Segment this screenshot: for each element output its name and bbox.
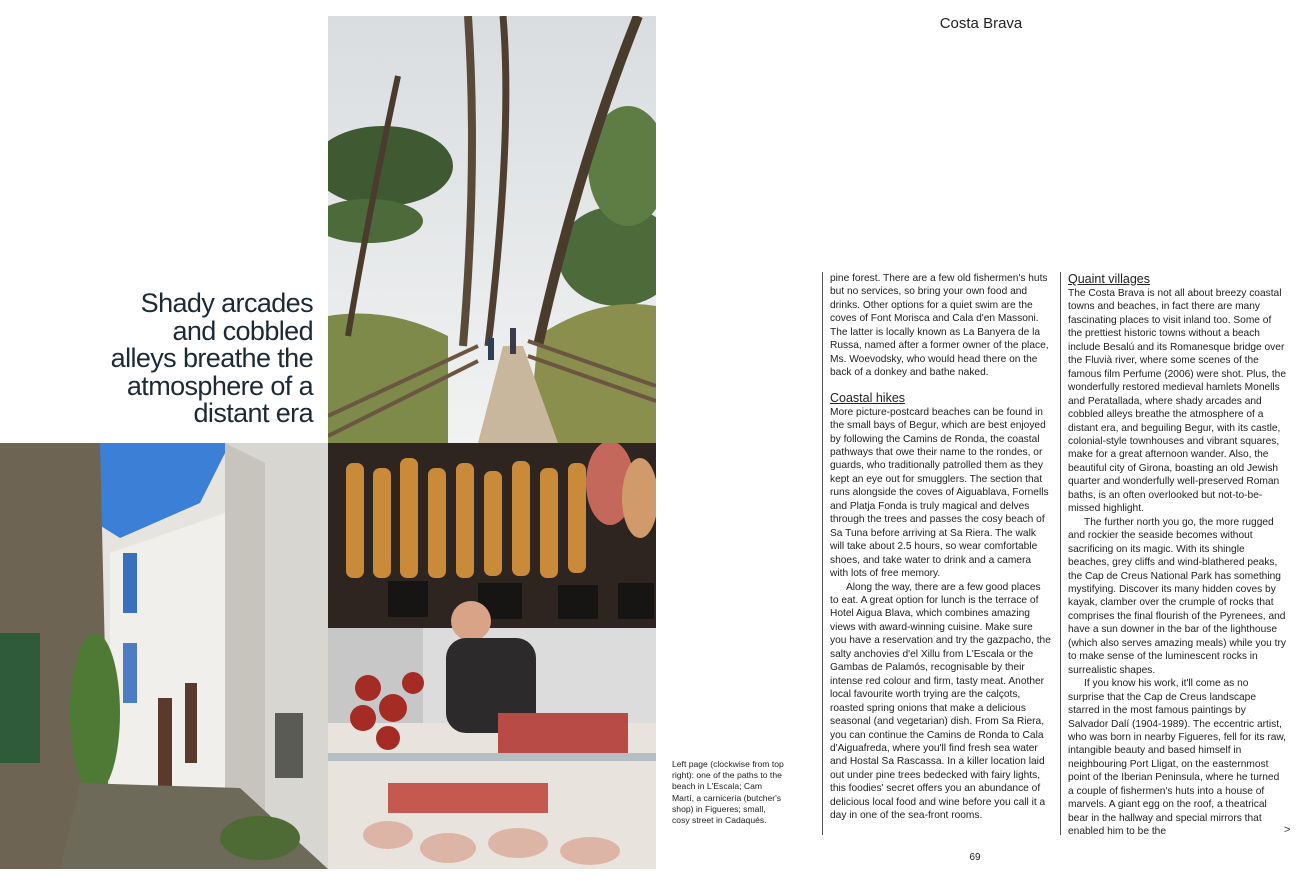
- continue-arrow-icon: >: [1284, 824, 1291, 836]
- beach-path-photo: [328, 16, 656, 443]
- body-paragraph: If you know his work, it'll come as no surprise that the Cap de Creus landscape starred in the most famous paintings by Salvador Dalí (1904-1989). The eccentric artist, who was born in nearby Figueres, fell for its raw, intangible beauty and based himself in neighbouring Port Lligat, on the easternmost point of the Iberian Peninsula, where he turned a couple of fishermen's huts into a house of marvels. A giant egg on the roof, a theatrical bear in the hallway and special mirrors that enabled him to be the: [1068, 678, 1286, 838]
- body-paragraph: More picture-postcard beaches can be found in the small bays of Begur, which are best enjoyed by following the Camins de Ronda, the coastal pathways that owe their name to the rondes, or guards, who traditionally patrolled them as they kept an eye out for smugglers. The section that runs alongside the coves of Aiguablava, Fornells and Platja Fonda is truly magical and delves through the trees and passes the cosy beach of Sa Tuna before arriving at Sa Riera. The walk will take about 2.5 hours, so wear comfortable shoes, and take water to drink and a camera with lots of free memory.: [830, 406, 1049, 580]
- article-column-1: [830, 272, 1051, 823]
- page-number: 69: [969, 852, 981, 863]
- body-paragraph: pine forest. There are a few old fishermen's huts but no services, so bring your own food and drinks. Other options for a quiet swim are the coves of Font Morisca and Cala d'en Massoni. The latter is locally known as La Banyera de la Russa, named after a former owner of the place, Ms. Woevodsky, who would head there on the back of a donkey and bathe naked.: [830, 273, 1049, 379]
- body-paragraph: The further north you go, the more rugged and rockier the seaside becomes without sacrificing on its magic. With its shingle beaches, grey cliffs and wind-blathered peaks, the Cap de Creus National Park has something mystifying. Discover its many hidden coves by kayak, clamber over the crumple of rocks that comprises the final flourish of the Pyrenees, and have a sun downer in the bar of the lighthouse (which also serves amazing meals) while you try to make sense of the luminescent rocks in surrealistic shapes.: [1068, 516, 1286, 676]
- article-column-2: [1068, 271, 1286, 839]
- subheading: Coastal hikes: [830, 390, 906, 405]
- column-divider: [1060, 272, 1061, 835]
- photo-caption: Left page (clockwise from top right): one of the paths to the beach in L'Escala; Cam Martí, a carnicería (butcher's shop) in Figueres; small, cosy street in Cadaqués.: [672, 759, 784, 826]
- pull-quote: Shady arcades and cobbled alleys breathe the atmosphere of a distant era: [110, 288, 313, 429]
- subheading: Quaint villages: [1068, 272, 1150, 286]
- body-paragraph: The Costa Brava is not all about breezy coastal towns and beaches, in fact there are many fascinating places to visit inland too. Some of the prettiest historic towns without a beach include Besalú and its Romanesque bridge over the Fluvià river, where some scenes of the famous film Perfume (2006) were shot. Plus, the wonderfully restored medieval hamlets Monells and Peratallada, where shady arcades and cobbled alleys breathe the atmosphere of a distant era, and beguiling Begur, with its castle, colonial-style townhouses and vibrant squares, make for a great afternoon wander. Also, the beautiful city of Girona, boasting an old Jewish quarter and wonderfully well-preserved Roman baths, is an often overlooked but not-to-be-missed highlight.: [1068, 288, 1286, 515]
- body-paragraph: Along the way, there are a few good places to eat. A great option for lunch is the terrace of Hotel Aigua Blava, which combines amazing views with award-winning cuisine. Make sure you have a reservation and try the gazpacho, the salty anchovies d'el Xillu from L'Escala or the Gambas de Palamós, recognisable by their intense red colour and firm, tasty meat. Another local favourite worth trying are the calçots, roasted spring onions that make a delicious seasonal (and vegetarian) dish. From Sa Riera, you can continue the Camins de Ronda to Cala d'Aiguafreda, where you'll find fresh sea water and Hostal Sa Rascassa. In a killer location laid out under pine trees bedecked with fairy lights, this foodies' secret offers you an abundance of delicious local food and wine before you call it a day in one of the sea-front rooms.: [830, 581, 1051, 822]
- section-title: Costa Brava: [939, 15, 1023, 32]
- cadaques-street-photo: [0, 443, 328, 869]
- butcher-shop-photo: [328, 443, 656, 869]
- column-divider: [822, 272, 823, 835]
